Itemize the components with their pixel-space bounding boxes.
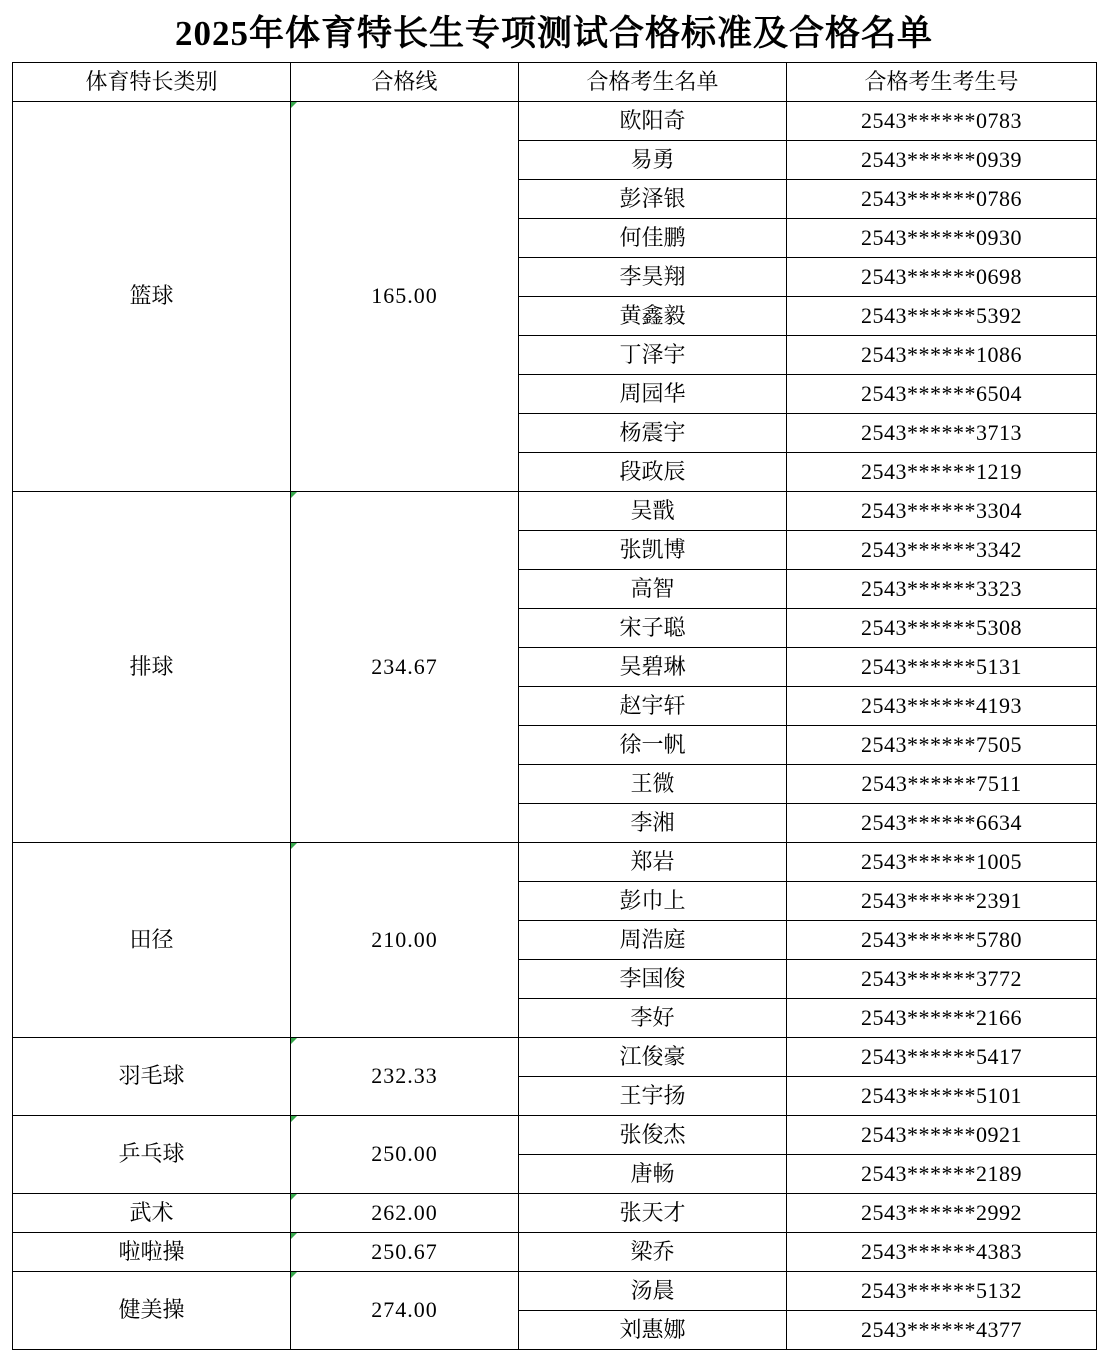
cutoff-score-cell: 250.67	[291, 1233, 519, 1272]
student-code-cell: 2543******5392	[787, 297, 1097, 336]
student-code-cell: 2543******3304	[787, 492, 1097, 531]
cutoff-score-cell: 165.00	[291, 102, 519, 492]
cutoff-score-cell: 232.33	[291, 1038, 519, 1116]
student-name-cell: 郑岩	[519, 843, 787, 882]
student-name-cell: 丁泽宇	[519, 336, 787, 375]
column-header-name: 合格考生名单	[519, 63, 787, 102]
student-code-cell: 2543******5780	[787, 921, 1097, 960]
table-header-row	[13, 63, 1097, 102]
table-body	[13, 63, 1097, 1350]
student-name-cell: 徐一帆	[519, 726, 787, 765]
student-name-cell: 彭泽银	[519, 180, 787, 219]
category-cell: 啦啦操	[13, 1233, 291, 1272]
student-code-cell: 2543******2391	[787, 882, 1097, 921]
student-name-cell: 李昊翔	[519, 258, 787, 297]
cutoff-score-cell: 250.00	[291, 1116, 519, 1194]
student-name-cell: 黄鑫毅	[519, 297, 787, 336]
student-code-cell: 2543******2992	[787, 1194, 1097, 1233]
student-code-cell: 2543******0783	[787, 102, 1097, 141]
cutoff-score-cell: 262.00	[291, 1194, 519, 1233]
student-code-cell: 2543******0698	[787, 258, 1097, 297]
student-name-cell: 欧阳奇	[519, 102, 787, 141]
category-cell: 武术	[13, 1194, 291, 1233]
student-code-cell: 2543******1086	[787, 336, 1097, 375]
cutoff-score-cell: 234.67	[291, 492, 519, 843]
table-row	[13, 1038, 1097, 1077]
student-code-cell: 2543******7505	[787, 726, 1097, 765]
student-name-cell: 王微	[519, 765, 787, 804]
student-code-cell: 2543******0921	[787, 1116, 1097, 1155]
student-name-cell: 张天才	[519, 1194, 787, 1233]
student-name-cell: 李湘	[519, 804, 787, 843]
table-row	[13, 1194, 1097, 1233]
student-code-cell: 2543******0786	[787, 180, 1097, 219]
student-name-cell: 周浩庭	[519, 921, 787, 960]
column-header-code: 合格考生考生号	[787, 63, 1097, 102]
category-cell: 健美操	[13, 1272, 291, 1350]
student-code-cell: 2543******2166	[787, 999, 1097, 1038]
student-code-cell: 2543******6634	[787, 804, 1097, 843]
student-name-cell: 段政辰	[519, 453, 787, 492]
table-row	[13, 843, 1097, 882]
student-name-cell: 汤晨	[519, 1272, 787, 1311]
student-code-cell: 2543******5308	[787, 609, 1097, 648]
student-name-cell: 吴碧琳	[519, 648, 787, 687]
student-code-cell: 2543******6504	[787, 375, 1097, 414]
student-code-cell: 2543******0930	[787, 219, 1097, 258]
student-name-cell: 赵宇轩	[519, 687, 787, 726]
student-name-cell: 梁乔	[519, 1233, 787, 1272]
student-code-cell: 2543******0939	[787, 141, 1097, 180]
category-cell: 乒乓球	[13, 1116, 291, 1194]
page-title: 2025年体育特长生专项测试合格标准及合格名单	[174, 14, 933, 53]
student-code-cell: 2543******5131	[787, 648, 1097, 687]
table-row	[13, 102, 1097, 141]
category-cell: 田径	[13, 843, 291, 1038]
student-code-cell: 2543******5132	[787, 1272, 1097, 1311]
student-code-cell: 2543******1005	[787, 843, 1097, 882]
student-name-cell: 江俊豪	[519, 1038, 787, 1077]
student-name-cell: 杨震宇	[519, 414, 787, 453]
student-name-cell: 周园华	[519, 375, 787, 414]
student-code-cell: 2543******5417	[787, 1038, 1097, 1077]
table-row	[13, 1272, 1097, 1311]
student-code-cell: 2543******4383	[787, 1233, 1097, 1272]
student-name-cell: 王宇扬	[519, 1077, 787, 1116]
student-name-cell: 彭巾上	[519, 882, 787, 921]
table-row	[13, 492, 1097, 531]
table-row	[13, 1116, 1097, 1155]
category-cell: 篮球	[13, 102, 291, 492]
student-code-cell: 2543******1219	[787, 453, 1097, 492]
student-code-cell: 2543******2189	[787, 1155, 1097, 1194]
category-cell: 羽毛球	[13, 1038, 291, 1116]
student-name-cell: 高智	[519, 570, 787, 609]
student-name-cell: 张凯博	[519, 531, 787, 570]
column-header-category: 体育特长类别	[13, 63, 291, 102]
student-code-cell: 2543******3342	[787, 531, 1097, 570]
student-code-cell: 2543******3713	[787, 414, 1097, 453]
student-code-cell: 2543******4193	[787, 687, 1097, 726]
student-name-cell: 刘惠娜	[519, 1311, 787, 1350]
student-name-cell: 吴戬	[519, 492, 787, 531]
student-code-cell: 2543******5101	[787, 1077, 1097, 1116]
student-name-cell: 李国俊	[519, 960, 787, 999]
cutoff-score-cell: 210.00	[291, 843, 519, 1038]
student-code-cell: 2543******3323	[787, 570, 1097, 609]
column-header-cutoff: 合格线	[291, 63, 519, 102]
student-name-cell: 张俊杰	[519, 1116, 787, 1155]
student-name-cell: 易勇	[519, 141, 787, 180]
student-code-cell: 2543******3772	[787, 960, 1097, 999]
category-cell: 排球	[13, 492, 291, 843]
cutoff-score-cell: 274.00	[291, 1272, 519, 1350]
student-name-cell: 李好	[519, 999, 787, 1038]
student-code-cell: 2543******4377	[787, 1311, 1097, 1350]
student-name-cell: 唐畅	[519, 1155, 787, 1194]
table-row	[13, 1233, 1097, 1272]
student-name-cell: 宋子聪	[519, 609, 787, 648]
qualified-list-table	[12, 62, 1097, 1350]
student-code-cell: 2543******7511	[787, 765, 1097, 804]
student-name-cell: 何佳鹏	[519, 219, 787, 258]
